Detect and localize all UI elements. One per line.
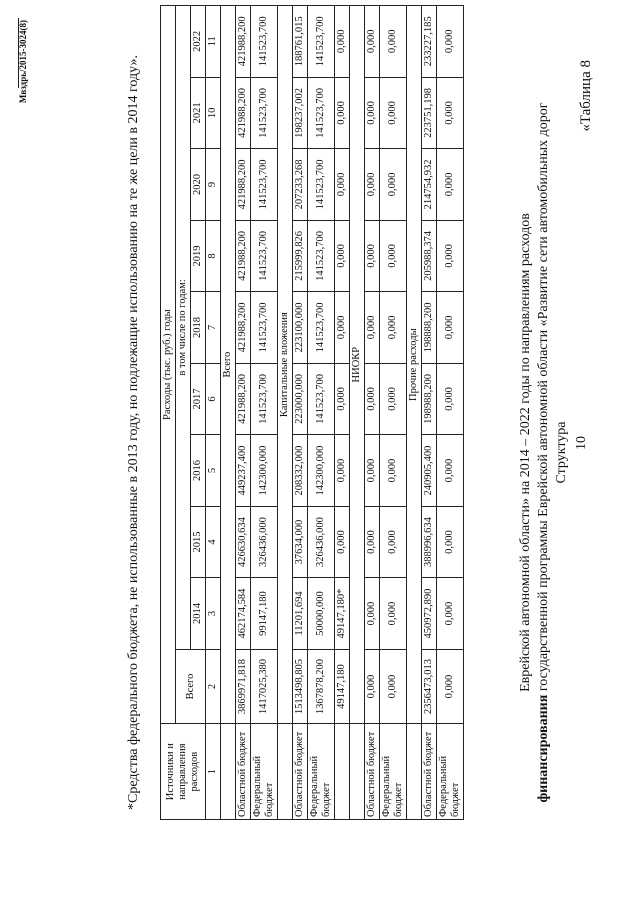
value-cell: 450972,890 xyxy=(422,578,437,650)
value-cell: 2356473,013 xyxy=(422,649,437,724)
title-line-3: Еврейской автономной области» на 2014 – 2022 годы по направлениям расходов xyxy=(518,213,533,692)
value-cell: 0,000 xyxy=(365,363,380,435)
value-cell: 0,000 xyxy=(365,649,380,724)
row-label: Областной бюджет xyxy=(365,724,380,820)
year-2021: 2021 xyxy=(191,77,206,149)
header-row-2 xyxy=(176,6,191,820)
year-2014: 2014 xyxy=(191,578,206,650)
row-label: Областной бюджет xyxy=(236,724,251,820)
value-cell: 142300,000 xyxy=(251,435,278,507)
value-cell: 49147,180 xyxy=(335,649,350,724)
header-row-1 xyxy=(161,6,176,820)
section-header-row xyxy=(407,6,422,820)
section-title: Прочие расходы xyxy=(407,6,422,724)
column-number: 7 xyxy=(206,292,221,364)
column-number: 5 xyxy=(206,435,221,507)
title-line-2-rest: государственной программы Еврейской автономной области «Развитие сети автомобильных дорог xyxy=(536,102,551,695)
section-label-cell xyxy=(350,724,365,820)
value-cell: 11201,694 xyxy=(293,578,308,650)
value-cell: 0,000 xyxy=(335,6,350,78)
value-cell: 0,000 xyxy=(437,363,464,435)
value-cell: 0,000 xyxy=(380,506,407,578)
value-cell: 1417025,380 xyxy=(251,649,278,724)
value-cell: 0,000 xyxy=(365,149,380,221)
value-cell: 421988,200 xyxy=(236,292,251,364)
value-cell: 0,000 xyxy=(380,6,407,78)
row-label: Федеральный бюджет xyxy=(380,724,407,820)
value-cell: 141523,700 xyxy=(251,149,278,221)
column-number-row xyxy=(206,6,221,820)
column-number: 11 xyxy=(206,6,221,78)
value-cell: 0,000 xyxy=(437,435,464,507)
section-label-cell xyxy=(278,724,293,820)
title-line-2 xyxy=(536,0,552,905)
value-cell: 426630,634 xyxy=(236,506,251,578)
row-label: Федеральный бюджет xyxy=(437,724,464,820)
value-cell: 421988,200 xyxy=(236,149,251,221)
table-row xyxy=(365,6,380,820)
table-row xyxy=(422,6,437,820)
value-cell: 0,000 xyxy=(335,435,350,507)
value-cell: 0,000 xyxy=(437,149,464,221)
table-reference: «Таблица 8 xyxy=(578,60,594,132)
value-cell: 0,000 xyxy=(365,77,380,149)
column-number: 3 xyxy=(206,578,221,650)
value-cell: 198237,002 xyxy=(293,77,308,149)
value-cell: 421988,200 xyxy=(236,6,251,78)
header-source: Источники и направления расходов xyxy=(161,724,206,820)
footer-code: Мвздрь/2015-3024(8) xyxy=(18,20,28,104)
value-cell: 141523,700 xyxy=(251,77,278,149)
value-cell: 0,000 xyxy=(380,649,407,724)
value-cell: 208332,000 xyxy=(293,435,308,507)
section-label-cell xyxy=(407,724,422,820)
value-cell: 388996,634 xyxy=(422,506,437,578)
header-expenses: Расходы (тыс. руб.) годы xyxy=(161,6,176,724)
value-cell: 0,000 xyxy=(437,578,464,650)
page-number: 10 xyxy=(574,436,589,450)
value-cell: 223100,000 xyxy=(293,292,308,364)
value-cell: 0,000 xyxy=(380,578,407,650)
value-cell: 0,000 xyxy=(365,435,380,507)
header-including: в том числе по годам: xyxy=(176,6,191,650)
table-row xyxy=(236,6,251,820)
column-number: 2 xyxy=(206,649,221,724)
column-number: 9 xyxy=(206,149,221,221)
section-label-cell xyxy=(221,724,236,820)
table-row xyxy=(380,6,407,820)
value-cell: 0,000 xyxy=(335,77,350,149)
title-line-1: Структура xyxy=(554,421,569,484)
value-cell: 188761,015 xyxy=(293,6,308,78)
year-2016: 2016 xyxy=(191,435,206,507)
year-2015: 2015 xyxy=(191,506,206,578)
value-cell: 0,000 xyxy=(365,506,380,578)
value-cell: 0,000 xyxy=(437,77,464,149)
value-cell: 215999,826 xyxy=(293,220,308,292)
value-cell: 0,000 xyxy=(437,220,464,292)
value-cell: 0,000 xyxy=(437,649,464,724)
section-header-row xyxy=(278,6,293,820)
footnote: *Средства федерального бюджета, не использованные в 2013 году, но подлежащие использованию на те же цели в 2014 году». xyxy=(126,55,141,810)
table-row xyxy=(293,6,308,820)
financing-table xyxy=(160,5,464,820)
table-body xyxy=(221,6,464,820)
column-number: 10 xyxy=(206,77,221,149)
value-cell: 141523,700 xyxy=(308,363,335,435)
value-cell: 198988,200 xyxy=(422,363,437,435)
value-cell: 0,000 xyxy=(335,363,350,435)
value-cell: 141523,700 xyxy=(251,292,278,364)
value-cell: 198888,200 xyxy=(422,292,437,364)
value-cell: 0,000 xyxy=(380,149,407,221)
value-cell: 50000,000 xyxy=(308,578,335,650)
value-cell: 207233,268 xyxy=(293,149,308,221)
value-cell: 141523,700 xyxy=(308,77,335,149)
value-cell: 141523,700 xyxy=(251,220,278,292)
value-cell: 3869971,818 xyxy=(236,649,251,724)
section-header-row xyxy=(221,6,236,820)
value-cell: 0,000 xyxy=(335,506,350,578)
value-cell: 0,000 xyxy=(380,435,407,507)
row-label: Областной бюджет xyxy=(422,724,437,820)
row-label: Областной бюджет xyxy=(293,724,308,820)
row-label: Федеральный бюджет xyxy=(308,724,335,820)
value-cell: 141523,700 xyxy=(308,220,335,292)
table-row xyxy=(335,6,350,820)
value-cell: 240905,400 xyxy=(422,435,437,507)
table-row xyxy=(251,6,278,820)
value-cell: 421988,200 xyxy=(236,77,251,149)
value-cell: 0,000 xyxy=(437,6,464,78)
section-title: НИОКР xyxy=(350,6,365,724)
value-cell: 141523,700 xyxy=(308,6,335,78)
value-cell: 141523,700 xyxy=(251,6,278,78)
value-cell: 0,000 xyxy=(365,292,380,364)
value-cell: 141523,700 xyxy=(251,363,278,435)
column-number: 1 xyxy=(206,724,221,820)
value-cell: 449237,400 xyxy=(236,435,251,507)
value-cell: 326436,000 xyxy=(308,506,335,578)
title-bold-word: финансирования xyxy=(536,694,551,803)
value-cell: 37634,000 xyxy=(293,506,308,578)
column-number: 8 xyxy=(206,220,221,292)
section-header-row xyxy=(350,6,365,820)
year-2022: 2022 xyxy=(191,6,206,78)
value-cell: 233227,185 xyxy=(422,6,437,78)
value-cell: 421988,200 xyxy=(236,363,251,435)
value-cell: 223751,198 xyxy=(422,77,437,149)
value-cell: 99147,180 xyxy=(251,578,278,650)
value-cell: 142300,000 xyxy=(308,435,335,507)
value-cell: 0,000 xyxy=(365,6,380,78)
value-cell: 326436,000 xyxy=(251,506,278,578)
value-cell: 205988,374 xyxy=(422,220,437,292)
header-total: Всего xyxy=(176,649,206,724)
column-number: 6 xyxy=(206,363,221,435)
value-cell: 1367878,200 xyxy=(308,649,335,724)
value-cell: 1513498,805 xyxy=(293,649,308,724)
row-label xyxy=(335,724,350,820)
row-label: Федеральный бюджет xyxy=(251,724,278,820)
value-cell: 49147,180* xyxy=(335,578,350,650)
value-cell: 141523,700 xyxy=(308,292,335,364)
section-title: Капитальные вложения xyxy=(278,6,293,724)
year-2020: 2020 xyxy=(191,149,206,221)
value-cell: 214754,932 xyxy=(422,149,437,221)
value-cell: 462174,584 xyxy=(236,578,251,650)
column-number: 4 xyxy=(206,506,221,578)
value-cell: 0,000 xyxy=(365,220,380,292)
value-cell: 0,000 xyxy=(437,506,464,578)
value-cell: 421988,200 xyxy=(236,220,251,292)
value-cell: 0,000 xyxy=(380,292,407,364)
value-cell: 0,000 xyxy=(437,292,464,364)
year-2019: 2019 xyxy=(191,220,206,292)
value-cell: 0,000 xyxy=(335,292,350,364)
value-cell: 0,000 xyxy=(380,77,407,149)
value-cell: 0,000 xyxy=(365,578,380,650)
table-row xyxy=(437,6,464,820)
table-row xyxy=(308,6,335,820)
year-2017: 2017 xyxy=(191,363,206,435)
value-cell: 141523,700 xyxy=(308,149,335,221)
value-cell: 0,000 xyxy=(335,220,350,292)
section-title: Всего xyxy=(221,6,236,724)
year-2018: 2018 xyxy=(191,292,206,364)
value-cell: 223000,000 xyxy=(293,363,308,435)
value-cell: 0,000 xyxy=(380,220,407,292)
value-cell: 0,000 xyxy=(335,149,350,221)
value-cell: 0,000 xyxy=(380,363,407,435)
